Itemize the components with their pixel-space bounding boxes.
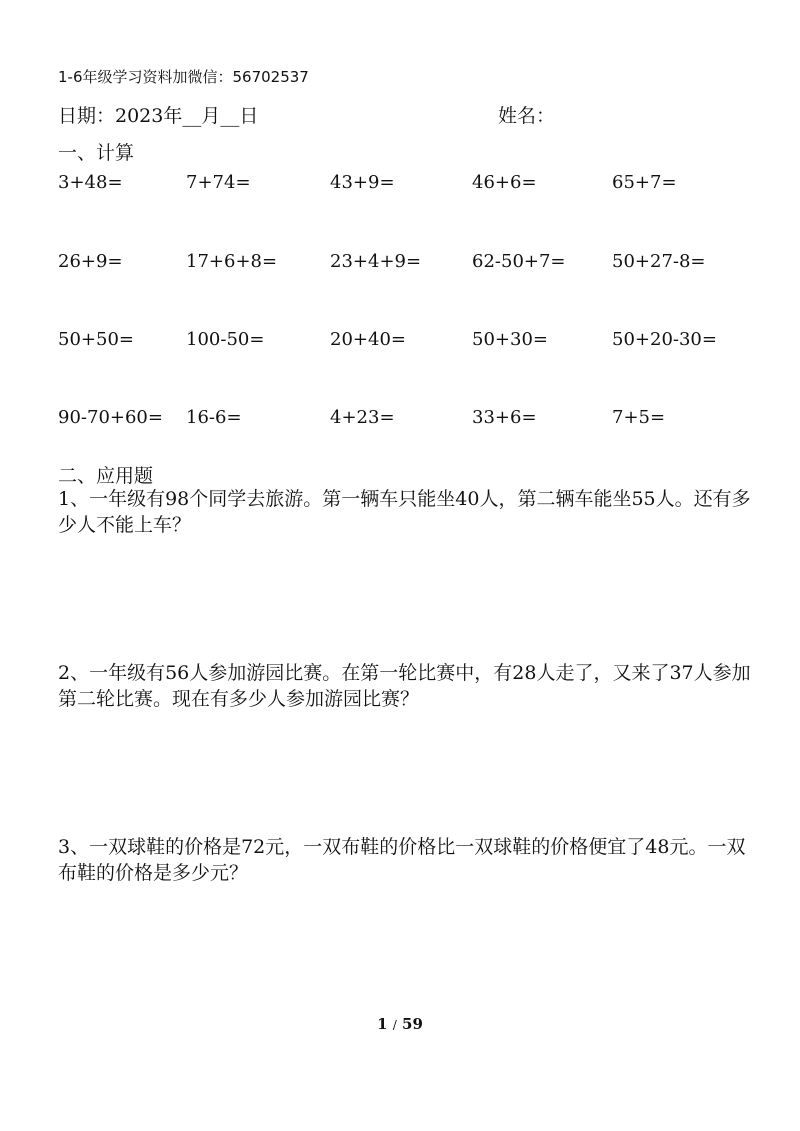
word-problem-3: 3、一双球鞋的价格是72元，一双布鞋的价格比一双球鞋的价格便宜了48元。一双布鞋的价格是多少元？ xyxy=(58,836,746,884)
calc-item: 4+23= xyxy=(330,407,395,428)
header-note: 1-6年级学习资料加微信：56702537 xyxy=(58,68,309,86)
calc-item: 62-50+7= xyxy=(472,251,566,272)
total-pages: 59 xyxy=(402,1015,423,1033)
date-line: 日期：2023年__月__日 xyxy=(58,105,259,127)
name-line: 姓名： xyxy=(498,105,556,127)
calc-item: 50+30= xyxy=(472,329,548,350)
calc-item: 33+6= xyxy=(472,407,537,428)
current-page: 1 xyxy=(377,1015,388,1033)
calc-item: 90-70+60= xyxy=(58,407,163,428)
page-footer xyxy=(0,1015,800,1033)
word-problem-1: 1、一年级有98个同学去旅游。第一辆车只能坐40人，第二辆车能坐55人。还有多少人不能上车？ xyxy=(58,488,751,536)
calc-item: 17+6+8= xyxy=(186,251,278,272)
calc-item: 65+7= xyxy=(612,172,677,193)
page-separator: / xyxy=(392,1018,397,1032)
calc-item: 7+5= xyxy=(612,407,666,428)
calc-item: 100-50= xyxy=(186,329,265,350)
calc-item: 3+48= xyxy=(58,172,123,193)
calc-item: 50+27-8= xyxy=(612,251,706,272)
section-calc-title: 一、计算 xyxy=(58,142,135,164)
calc-item: 23+4+9= xyxy=(330,251,422,272)
calc-item: 7+74= xyxy=(186,172,251,193)
calc-item: 20+40= xyxy=(330,329,406,350)
calc-item: 43+9= xyxy=(330,172,395,193)
section-word-problems-title: 二、应用题 xyxy=(58,465,154,487)
calc-item: 46+6= xyxy=(472,172,537,193)
calc-item: 26+9= xyxy=(58,251,123,272)
calc-item: 16-6= xyxy=(186,407,242,428)
calc-item: 50+50= xyxy=(58,329,134,350)
word-problem-2: 2、一年级有56人参加游园比赛。在第一轮比赛中，有28人走了，又来了37人参加第二轮比赛。现在有多少人参加游园比赛？ xyxy=(58,662,751,710)
calc-item: 50+20-30= xyxy=(612,329,717,350)
